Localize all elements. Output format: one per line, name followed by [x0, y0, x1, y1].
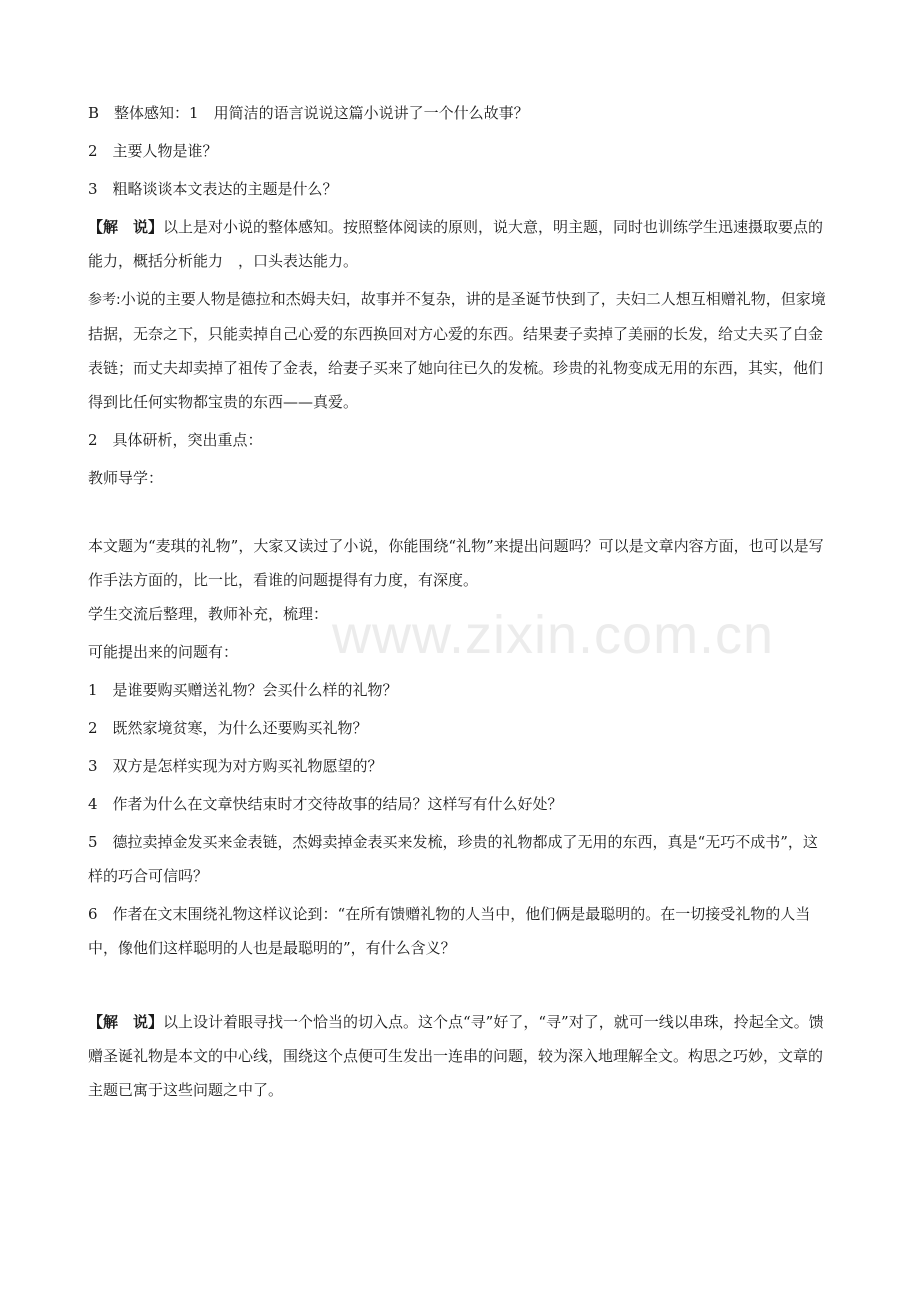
- watermark: www.zixin.com.cn: [332, 605, 775, 665]
- paragraph-main-characters: 2 主要人物是谁？: [88, 142, 218, 160]
- reference-text: 小说的主要人物是德拉和杰姆夫妇，故事并不复杂，讲的是圣诞节快到了，夫妇二人想互相赠礼物，但家境拮据，无奈之下，只能卖掉自己心爱的东西换回对方心爱的东西。结果妻子卖掉了美丽的长发，给丈夫买了白金表链；而丈夫却卖掉了祖传了金表，给妻子买来了她向往已久的发梳。珍贵的礼物变成无用的东西，其实，他们得到比任何实物都宝贵的东西——真爱。: [88, 290, 826, 411]
- paragraph-reference: [88, 282, 832, 419]
- paragraph-teacher-guide: 教师导学：: [88, 469, 164, 487]
- explanation-label-2: 【解 说】: [88, 1013, 164, 1031]
- document-body: [88, 96, 832, 1107]
- paragraph-theme: 3 粗略谈谈本文表达的主题是什么？: [88, 180, 338, 198]
- paragraph-student-exchange: 学生交流后整理，教师补充，梳理：: [88, 605, 329, 623]
- explanation-label: 【解 说】: [88, 218, 164, 236]
- paragraph-possible-questions: 可能提出来的问题有：: [88, 643, 239, 661]
- paragraph-overall-perception: B 整体感知：1 用简洁的语言说说这篇小说讲了一个什么故事？: [88, 104, 529, 122]
- list-item-question-6: 6 作者在文末围绕礼物这样议论到：“在所有馈赠礼物的人当中，他们俩是最聪明的。在一切接受礼物的人当中，像他们这样聪明的人也是最聪明的”，有什么含义？: [88, 905, 811, 957]
- list-item-question-3: 3 双方是怎样实现为对方购买礼物愿望的？: [88, 757, 383, 775]
- list-item-question-1: 1 是谁要购买赠送礼物？会买什么样的礼物？: [88, 681, 398, 699]
- reference-label: 参考:: [88, 292, 121, 308]
- list-item-question-5: 5 德拉卖掉金发买来金表链，杰姆卖掉金表买来发梳，珍贵的礼物都成了无用的东西，真是“无巧不成书”，这样的巧合可信吗？: [88, 833, 818, 885]
- explanation-text: 以上是对小说的整体感知。按照整体阅读的原则，说大意，明主题，同时也训练学生迅速摄取要点的能力，概括分析能力 ，口头表达能力。: [88, 218, 824, 270]
- paragraph-analysis-heading: 2 具体研析，突出重点：: [88, 431, 263, 449]
- explanation-text-2: 以上设计着眼寻找一个恰当的切入点。这个点“寻”好了，“寻”对了，就可一线以串珠，拎起全文。馈赠圣诞礼物是本文的中心线，围绕这个点便可生发出一连串的问题，较为深入地理解全文。构思之巧妙，文章的主题已寓于这些问题之中了。: [88, 1013, 824, 1099]
- list-item-question-2: 2 既然家境贫寒，为什么还要购买礼物？: [88, 719, 368, 737]
- paragraph-question-prompt: 本文题为“麦琪的礼物”，大家又读过了小说，你能围绕“礼物”来提出问题吗？可以是文章内容方面，也可以是写作手法方面的，比一比，看谁的问题提得有力度，有深度。: [88, 537, 824, 589]
- paragraph-explanation-1: [88, 210, 832, 278]
- list-item-question-4: 4 作者为什么在文章快结束时才交待故事的结局？这样写有什么好处？: [88, 795, 563, 813]
- paragraph-explanation-2: [88, 1005, 832, 1107]
